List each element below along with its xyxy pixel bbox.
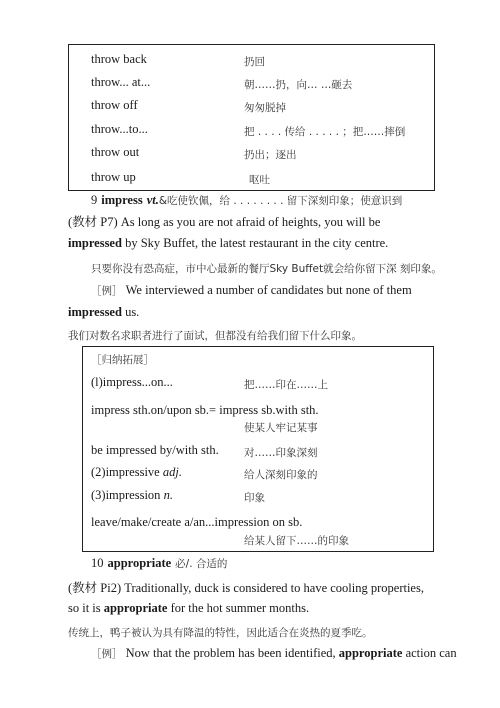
example-text: by Sky Buffet, the latest restaurant in the city centre. — [125, 236, 389, 250]
headword: impress — [101, 193, 143, 207]
example-text: so it is — [68, 601, 101, 615]
example-line — [68, 236, 388, 251]
highlighted-word: appropriate — [338, 646, 403, 660]
example-line — [68, 212, 380, 230]
definition: 必/. 合适的 — [175, 558, 228, 570]
example-text: us. — [125, 305, 140, 319]
summary-en: leave/make/create a/an...impression on sb. — [91, 515, 303, 529]
example-text: We interviewed a number of candidates but none of them — [125, 283, 412, 297]
source-label: (教材 P7) — [68, 215, 118, 229]
translation: 只要你没有恐高症，市中心最新的餐厅Sky Buffet就会给你留下深 刻印象。 — [91, 263, 442, 275]
example-label: ［例］ — [91, 285, 123, 297]
phrase-en: throw back — [91, 52, 147, 66]
translation: 我们对数名求职者进行了面试，但都没有给我们留下什么印象。 — [68, 330, 362, 342]
summary-en — [91, 488, 173, 503]
part-of-speech: vt. — [146, 193, 159, 207]
example-text: Traditionally, duck is considered to have cooling properties, — [124, 581, 424, 595]
phrase-cn: 扔回 — [244, 56, 265, 68]
phrase-cn: 呕吐 — [249, 174, 270, 186]
phrase-en: throw up — [91, 170, 136, 184]
summary-en: (l)impress...on... — [91, 375, 173, 389]
phrase-en: throw off — [91, 98, 138, 112]
part-of-speech: n. — [163, 488, 173, 502]
phrase-cn: 匆匆脱掉 — [244, 102, 286, 114]
phrase-en: throw...to... — [91, 122, 148, 136]
example-line — [91, 646, 457, 661]
entry-heading — [91, 554, 227, 572]
summary-cn: 印象 — [244, 492, 265, 504]
example-line — [68, 601, 309, 616]
summary-word: (2)impressive — [91, 465, 160, 479]
translation: 传统上，鸭子被认为具有降温的特性，因此适合在炎热的夏季吃。 — [68, 627, 373, 639]
highlighted-word: appropriate — [103, 601, 168, 615]
example-line — [91, 283, 412, 298]
highlighted-word: impressed — [68, 236, 122, 250]
entry-number: 9 — [91, 193, 98, 207]
example-label: ［例］ — [91, 648, 123, 660]
summary-cn: 给人深刻印象的 — [244, 469, 318, 481]
entry-heading — [91, 191, 402, 209]
example-text: Now that the problem has been identified, — [125, 646, 336, 660]
example-text: As long as you are not afraid of heights, you will be — [120, 215, 381, 229]
example-text: action can — [405, 646, 457, 660]
summary-heading: ［归纳拓展］ — [91, 354, 154, 366]
summary-cn: 给某人留下……的印象 — [244, 535, 349, 547]
phrase-en: throw... at... — [91, 75, 151, 89]
phrase-cn: 朝……扔，向… …砸去 — [244, 79, 353, 91]
summary-en: impress sth.on/upon sb.= impress sb.with sth. — [91, 403, 319, 417]
source-label: (教材 Pi2) — [68, 581, 122, 595]
summary-word: (3)impression — [91, 488, 161, 502]
definition: &吃使钦佩，给 . . . . . . . . 留下深刻印象；使意识到 — [158, 195, 403, 207]
summary-cn: 使某人牢记某事 — [244, 422, 318, 434]
summary-en — [91, 465, 182, 480]
phrase-cn: 扔出；逐出 — [244, 149, 297, 161]
example-text: for the hot summer months. — [170, 601, 310, 615]
entry-number: 10 — [91, 556, 104, 570]
summary-cn: 对……印象深刻 — [244, 447, 318, 459]
example-line — [68, 578, 424, 596]
headword: appropriate — [107, 556, 172, 570]
part-of-speech: adj. — [162, 465, 182, 479]
highlighted-word: impressed — [68, 305, 122, 319]
phrase-en: throw out — [91, 145, 140, 159]
summary-en: be impressed by/with sth. — [91, 443, 219, 457]
phrase-cn: 把 . . . . 传给 . . . . . ；把……摔倒 — [244, 126, 406, 138]
summary-cn: 把……印在……上 — [244, 379, 328, 391]
example-line — [68, 305, 139, 320]
